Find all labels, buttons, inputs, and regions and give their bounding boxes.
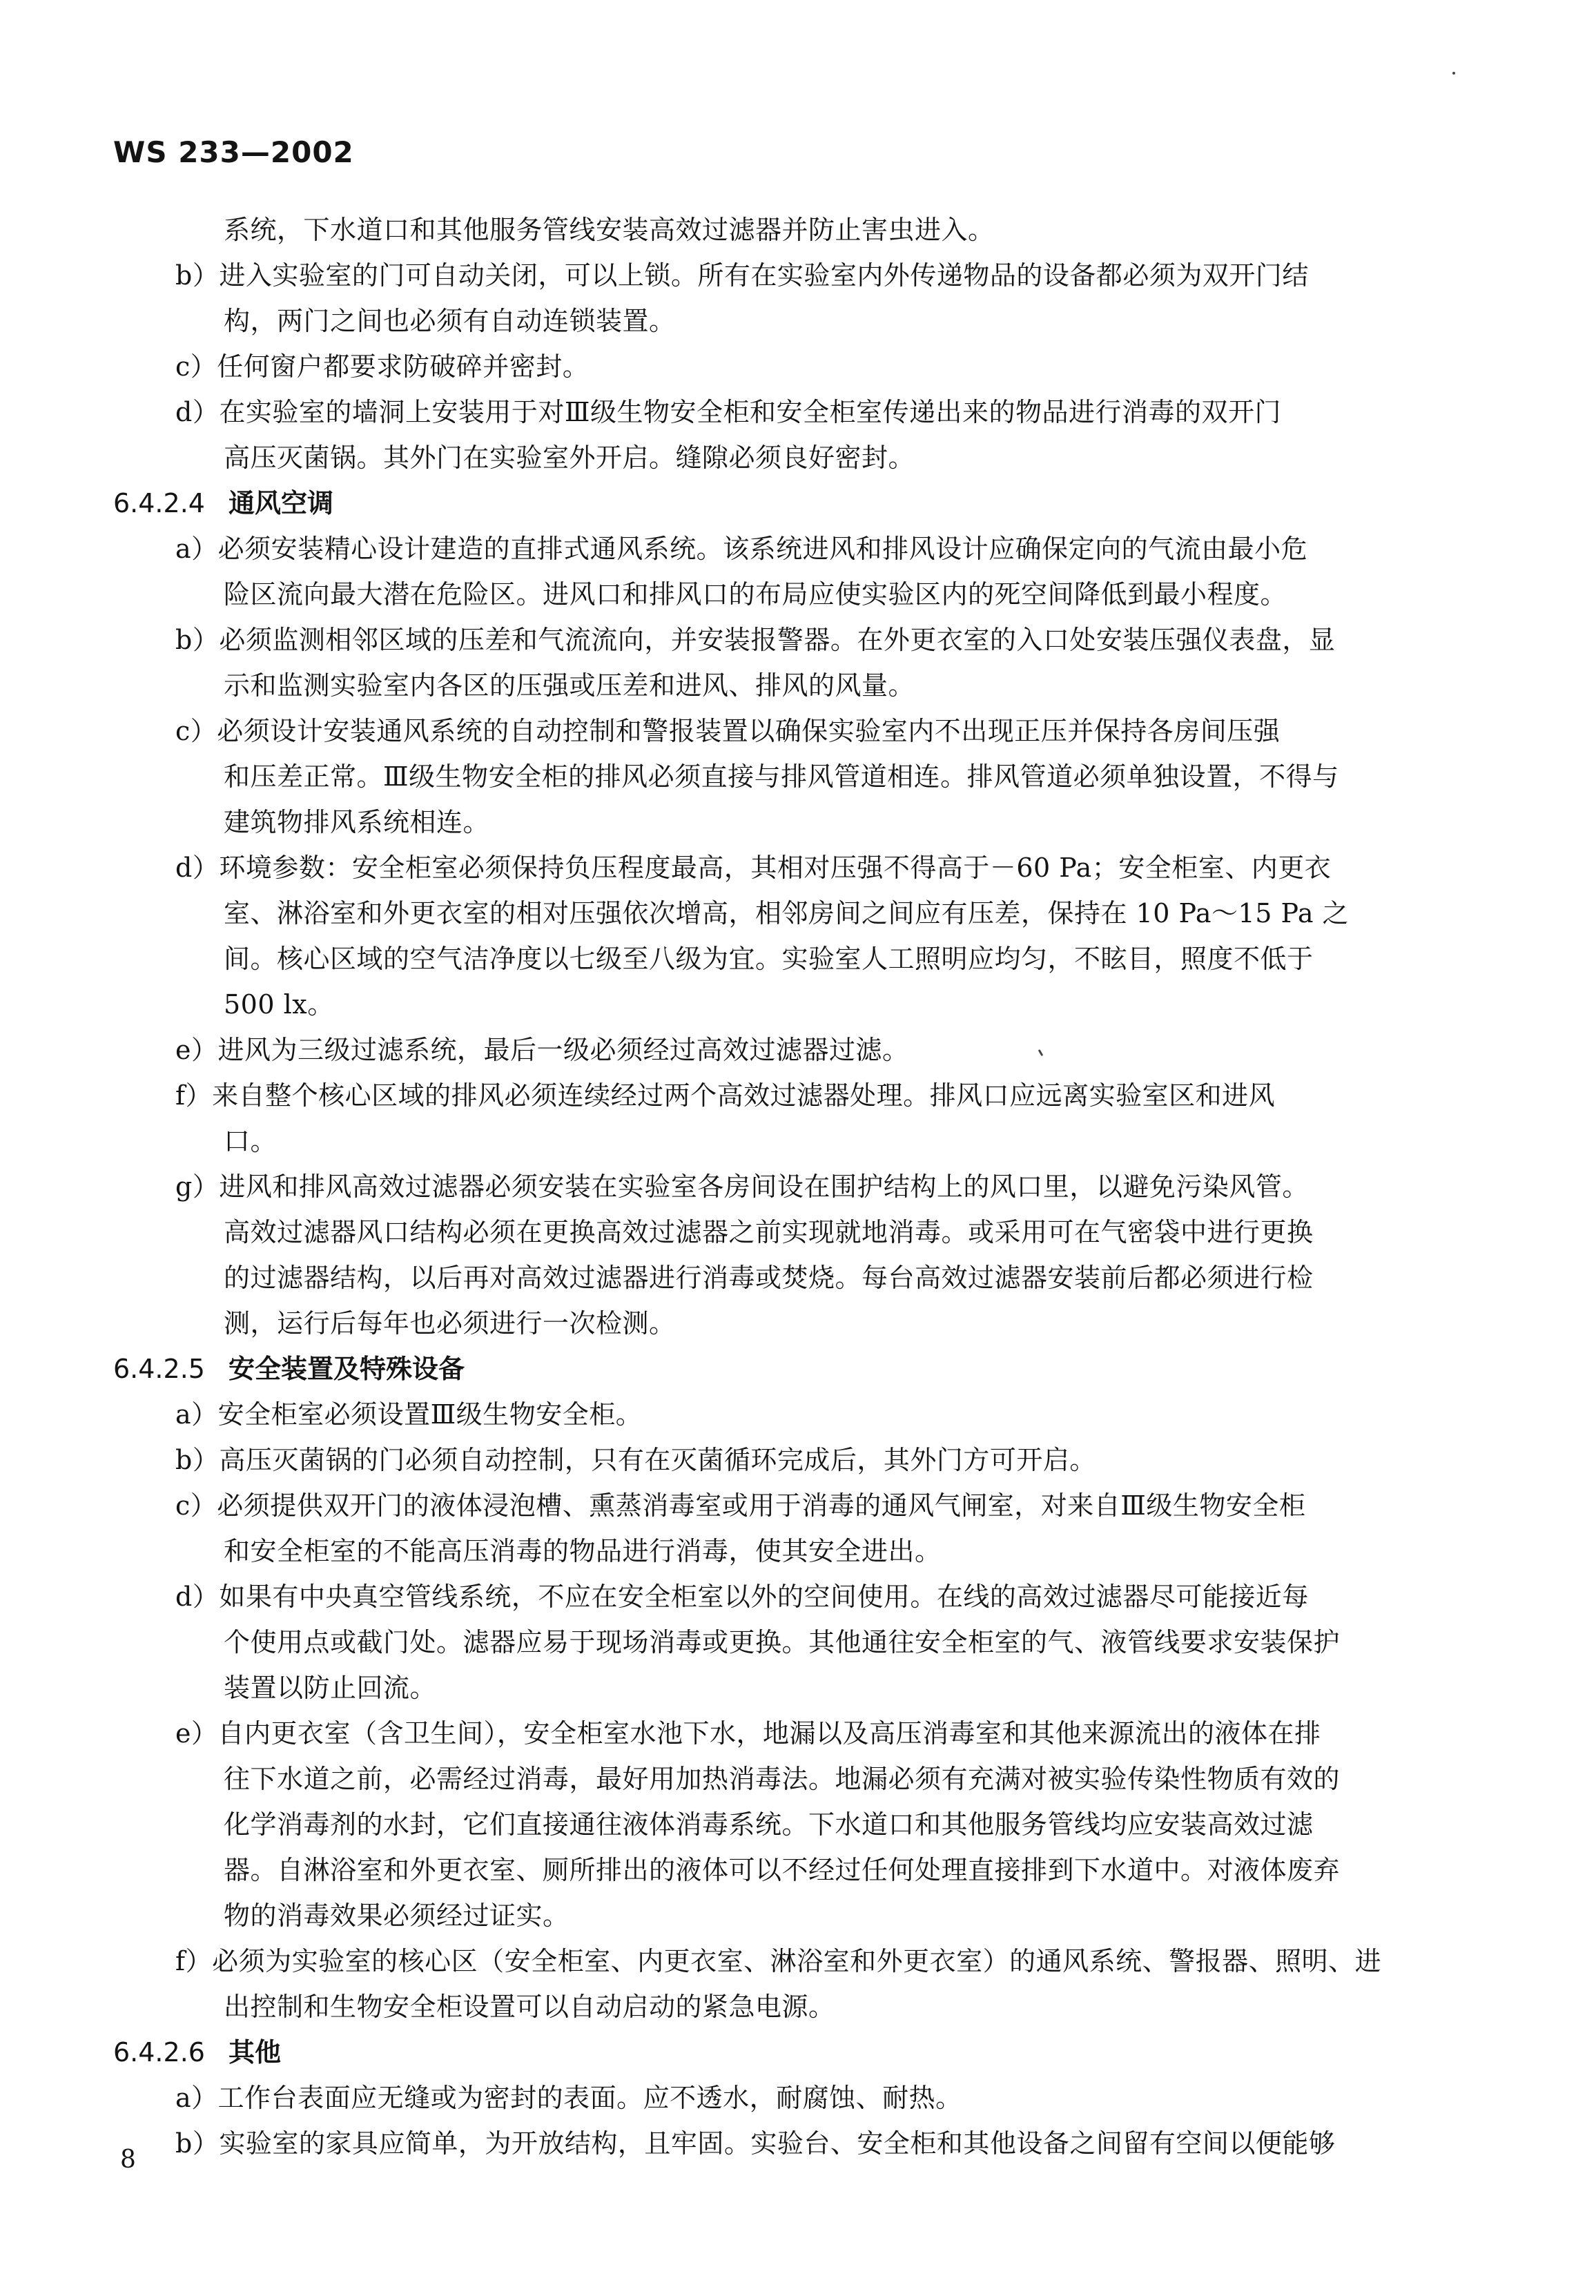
section-number: 6.4.2.6 (113, 2037, 205, 2068)
list-item-line: a）安全柜室必须设置Ⅲ级生物安全柜。 (175, 1399, 643, 1430)
list-item-line: g）进风和排风高效过滤器必须安装在实验室各房间设在围护结构上的风口里，以避免污染风管。 (175, 1171, 1309, 1202)
list-item-line: b）进入实验室的门可自动关闭，可以上锁。所有在实验室内外传递物品的设备都必须为双开门结 (175, 260, 1309, 291)
list-item-line: 建筑物排风系统相连。 (224, 807, 490, 837)
list-item-line: b）必须监测相邻区域的压差和气流流向，并安装报警器。在外更衣室的入口处安装压强仪表盘，显 (175, 625, 1336, 655)
section-number: 6.4.2.4 (113, 488, 205, 518)
list-item-line: e）自内更衣室（含卫生间），安全柜室水池下水，地漏以及高压消毒室和其他来源流出的液体在排 (175, 1718, 1321, 1749)
list-item-line: b）高压灭菌锅的门必须自动控制，只有在灭菌循环完成后，其外门方可开启。 (175, 1445, 1096, 1475)
standard-code: WS 233—2002 (113, 135, 354, 169)
list-item-line: 险区流向最大潜在危险区。进风口和排风口的布局应使实验区内的死空间降低到最小程度。 (224, 579, 1287, 610)
list-item-line: 示和监测实验室内各区的压强或压差和进风、排风的风量。 (224, 670, 915, 701)
list-item-line: 高效过滤器风口结构必须在更换高效过滤器之前实现就地消毒。或采用可在气密袋中进行更换 (224, 1217, 1314, 1247)
section-heading (113, 2030, 1494, 2075)
list-item-line: d）如果有中央真空管线系统，不应在安全柜室以外的空间使用。在线的高效过滤器尽可能接近每 (175, 1582, 1309, 1612)
list-item-line: a）工作台表面应无缝或为密封的表面。应不透水，耐腐蚀、耐热。 (175, 2083, 962, 2113)
list-item-line: 和压差正常。Ⅲ级生物安全柜的排风必须直接与排风管道相连。排风管道必须单独设置，不得与 (224, 761, 1339, 792)
list-item-line: 的过滤器结构，以后再对高效过滤器进行消毒或焚烧。每台高效过滤器安装前后都必须进行检 (224, 1263, 1314, 1293)
list-item-line: e）进风为三级过滤系统，最后一级必须经过高效过滤器过滤。 (175, 1035, 909, 1065)
list-item-line: c）必须设计安装通风系统的自动控制和警报装置以确保实验室内不出现正压并保持各房间压强 (175, 716, 1281, 746)
list-item-line: 测，运行后每年也必须进行一次检测。 (224, 1308, 676, 1339)
list-item-line: a）必须安装精心设计建造的直排式通风系统。该系统进风和排风设计应确保定向的气流由最小危 (175, 534, 1308, 564)
list-item-line: b）实验室的家具应简单，为开放结构，且牢固。实验台、安全柜和其他设备之间留有空间以便能够 (175, 2128, 1336, 2159)
list-item-line: 物的消毒效果必须经过证实。 (224, 1900, 570, 1931)
body-text (113, 207, 1494, 2166)
list-item-line: d）在实验室的墙洞上安装用于对Ⅲ级生物安全柜和安全柜室传递出来的物品进行消毒的双开门 (175, 397, 1281, 427)
list-item-line: d）环境参数：安全柜室必须保持负压程度最高，其相对压强不得高于－60 Pa；安全柜室、内更衣 (175, 853, 1332, 883)
page-number: 8 (120, 2146, 136, 2174)
list-item-line: 化学消毒剂的水封，它们直接通往液体消毒系统。下水道口和其他服务管线均应安装高效过滤 (224, 1809, 1314, 1840)
section-title: 安全装置及特殊设备 (228, 1354, 465, 1384)
section-heading (113, 1346, 1494, 1392)
list-item-line: c）必须提供双开门的液体浸泡槽、熏蒸消毒室或用于消毒的通风气闸室，对来自Ⅲ级生物安全柜 (175, 1490, 1306, 1521)
list-item-line: 器。自淋浴室和外更衣室、厕所排出的液体可以不经过任何处理直接排到下水道中。对液体废弃 (224, 1855, 1341, 1885)
list-item-line: 高压灭菌锅。其外门在实验室外开启。缝隙必须良好密封。 (224, 442, 915, 473)
section-number: 6.4.2.5 (113, 1354, 205, 1384)
list-item-line: 装置以防止回流。 (224, 1673, 437, 1703)
list-item-line: 个使用点或截门处。滤器应易于现场消毒或更换。其他通往安全柜室的气、液管线要求安装保护 (224, 1627, 1341, 1657)
list-item-line: 和安全柜室的不能高压消毒的物品进行消毒，使其安全进出。 (224, 1536, 942, 1566)
scan-speck (1452, 72, 1455, 75)
paragraph-line: 系统，下水道口和其他服务管线安装高效过滤器并防止害虫进入。 (224, 215, 995, 245)
list-item-line: 500 lx。 (224, 989, 334, 1020)
list-item-line: 构，两门之间也必须有自动连锁装置。 (224, 306, 676, 336)
list-item-line: 往下水道之前，必需经过消毒，最好用加热消毒法。地漏必须有充满对被实验传染性物质有效的 (224, 1764, 1341, 1794)
list-item-line: 出控制和生物安全柜设置可以自动启动的紧急电源。 (224, 1992, 835, 2022)
list-item-line: 间。核心区域的空气洁净度以七级至八级为宜。实验室人工照明应均匀，不眩目，照度不低于 (224, 944, 1314, 974)
list-item-line: f）必须为实验室的核心区（安全柜室、内更衣室、淋浴室和外更衣室）的通风系统、警报器、照明、进 (175, 1946, 1382, 1976)
section-title: 通风空调 (228, 488, 333, 518)
section-title: 其他 (228, 2037, 281, 2068)
list-item-line: c）任何窗户都要求防破碎并密封。 (175, 351, 590, 382)
section-heading (113, 480, 1494, 526)
list-item-line: 室、淋浴室和外更衣室的相对压强依次增高，相邻房间之间应有压差，保持在 10 Pa～15 Pa 之 (224, 898, 1350, 928)
list-item-line: 口。 (224, 1126, 278, 1156)
list-item-line: f）来自整个核心区域的排风必须连续经过两个高效过滤器处理。排风口应远离实验室区和进风 (175, 1080, 1276, 1111)
